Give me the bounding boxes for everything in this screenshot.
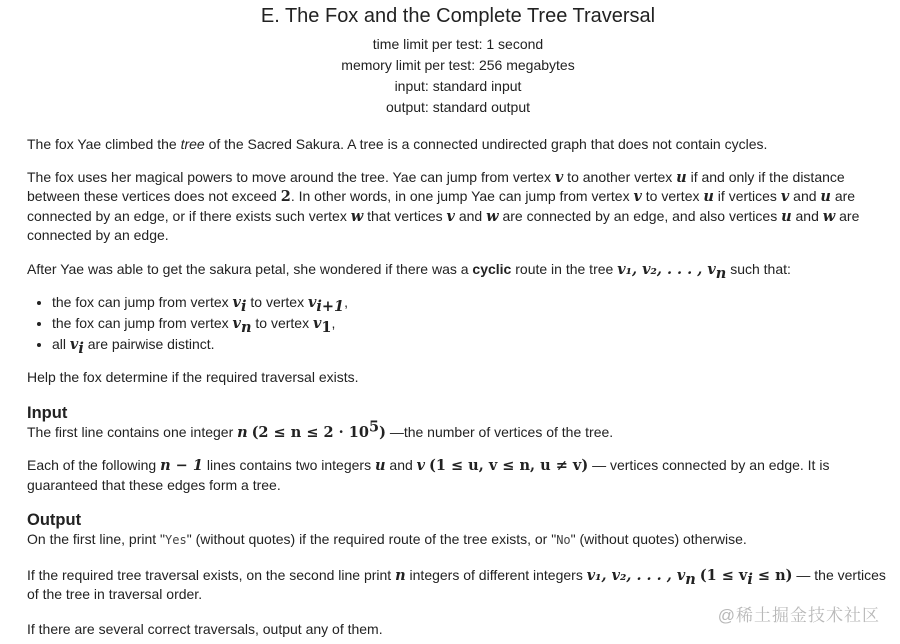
site-watermark: @稀土掘金技术社区 — [717, 606, 880, 625]
memory-limit: memory limit per test: 256 megabytes — [341, 57, 575, 73]
paragraph-cyclic-route: After Yae was able to get the sakura petal, she wondered if there was a cyclic route in the tree v₁, v₂, . . . , $v_n$ such that: — [27, 260, 791, 282]
input-spec: input: standard input — [394, 78, 522, 94]
output-heading: Output — [27, 511, 82, 529]
output-line-2: If the required tree traversal exists, on the second line print n integers of different integers v₁, v₂, . . . , $v_n$ $(1 \le v_i \le n)$ — the vertices of the tree in traversal order. — [27, 566, 886, 602]
list-item: • the fox can jump from vertex $v_n$ to vertex $v_1$, — [52, 313, 889, 334]
problem-statement — [27, 0, 889, 639]
output-spec: output: standard output — [386, 99, 530, 115]
input-heading: Input — [27, 403, 68, 422]
paragraph-intro: The fox Yae climbed the tree of the Sacred Sakura. A tree is a connected undirected graph that does not contain cycles. — [27, 136, 768, 152]
list-item: • all $v_i$ are pairwise distinct. — [52, 334, 889, 355]
input-line-2: Each of the following n − 1 lines contains two integers u and v (1 ≤ u, v ≤ n, u ≠ v) — vertices connected by an edge. It is guaranteed that these edges form a tree. — [27, 457, 830, 493]
time-limit: time limit per test: 1 second — [372, 36, 544, 52]
problem-title: E. The Fox and the Complete Tree Traversal — [260, 5, 656, 27]
input-line-1: The first line contains one integer n $(2 \le n \le 2 \cdot 10^5)$ —the number of vertices of the tree. — [27, 417, 614, 441]
paragraph-jump-rules: The fox uses her magical powers to move around the tree. Yae can jump from vertex v to another vertex u if and only if the distance between these vertices does not exceed 2. In other words, in one jump Yae can jump from vertex v to vertex u if vertices v and u are connected by an edge, or if there exists such vertex w that vertices v and w are connected by an edge, and also vertices u and w are connected by an edge. — [27, 168, 860, 243]
paragraph-task: Help the fox determine if the required traversal exists. — [27, 369, 359, 385]
output-line-1: On the first line, print "Yes" (without quotes) if the required route of the tree exists, or "No" (without quotes) otherwise. — [27, 531, 747, 547]
problem-limits — [27, 34, 889, 118]
conditions-list — [27, 292, 889, 355]
tree-emphasis: tree — [180, 136, 205, 152]
list-item: • the fox can jump from vertex $v_i$ to vertex $v_{i+1}$, — [52, 292, 889, 313]
output-line-3: If there are several correct traversals, output any of them. — [27, 620, 383, 637]
